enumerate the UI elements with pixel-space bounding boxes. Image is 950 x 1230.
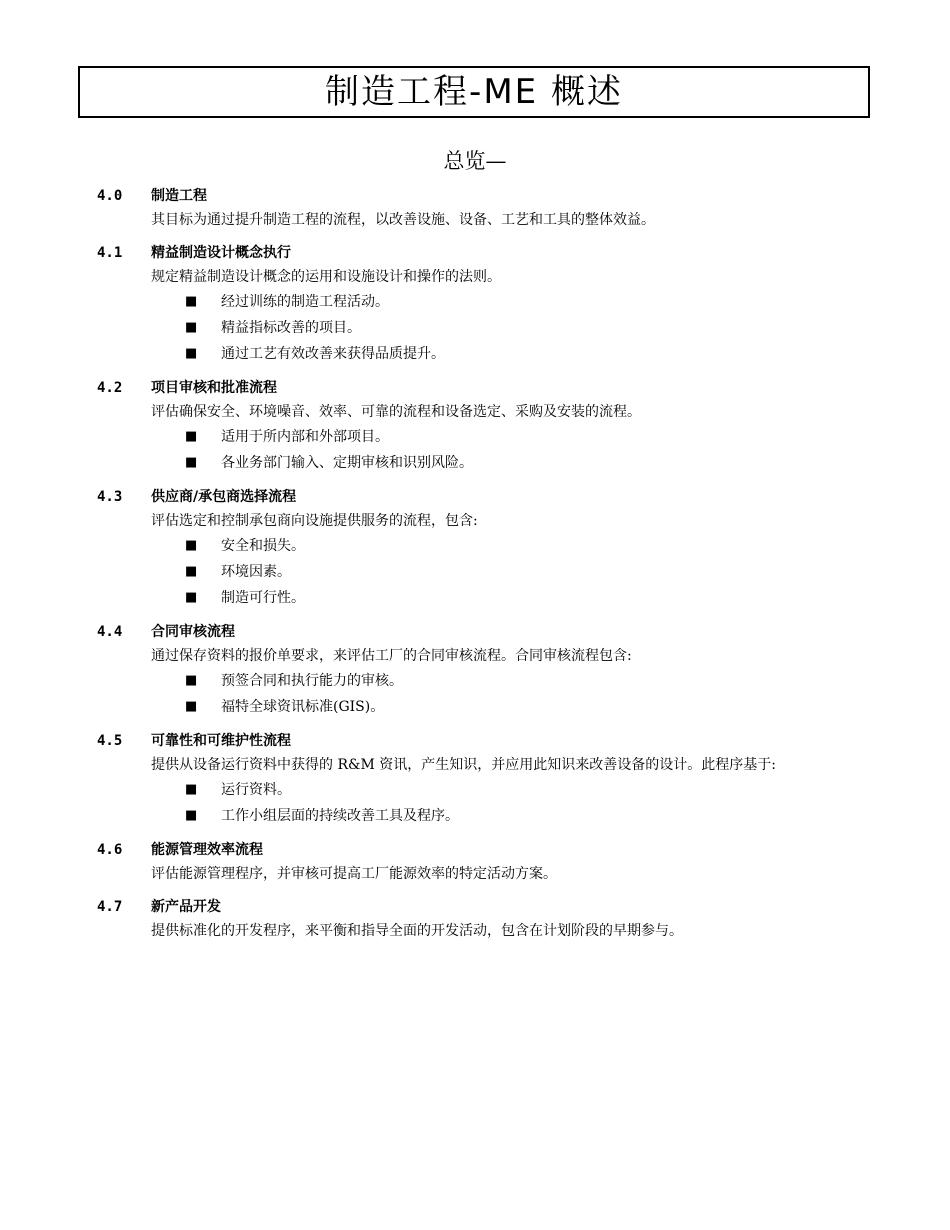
bullet-item bbox=[97, 777, 867, 803]
square-bullet-icon: ■ bbox=[185, 346, 198, 361]
bullet-item bbox=[97, 585, 867, 611]
square-bullet-icon: ■ bbox=[185, 782, 198, 797]
section-number: 4.7 bbox=[97, 899, 123, 915]
square-bullet-icon: ■ bbox=[185, 538, 198, 553]
square-bullet-icon: ■ bbox=[185, 294, 198, 309]
section-header bbox=[97, 729, 867, 753]
bullet-list bbox=[97, 289, 867, 367]
bullet-text: 运行资料。 bbox=[221, 782, 291, 798]
section-number: 4.5 bbox=[97, 733, 123, 749]
bullet-item bbox=[97, 341, 867, 367]
section-header bbox=[97, 838, 867, 862]
section-description: 评估能源管理程序，并审核可提高工厂能源效率的特定活动方案。 bbox=[151, 866, 557, 882]
section-item bbox=[97, 729, 867, 829]
bullet-item bbox=[97, 668, 867, 694]
section-title: 合同审核流程 bbox=[151, 624, 235, 640]
section-number: 4.0 bbox=[97, 188, 123, 204]
section-number: 4.6 bbox=[97, 842, 123, 858]
bullet-item bbox=[97, 424, 867, 450]
section-description: 评估确保安全、环境噪音、效率、可靠的流程和设备选定、采购及安装的流程。 bbox=[151, 404, 641, 420]
square-bullet-icon: ■ bbox=[185, 590, 198, 605]
section-header bbox=[97, 620, 867, 644]
bullet-list bbox=[97, 533, 867, 611]
section-header bbox=[97, 895, 867, 919]
section-title: 项目审核和批准流程 bbox=[151, 380, 277, 396]
section-header bbox=[97, 376, 867, 400]
section-description: 规定精益制造设计概念的运用和设施设计和操作的法则。 bbox=[151, 269, 501, 285]
section-description: 评估选定和控制承包商向设施提供服务的流程，包含: bbox=[151, 513, 478, 529]
bullet-text: 精益指标改善的项目。 bbox=[221, 320, 361, 336]
bullet-text: 适用于所内部和外部项目。 bbox=[221, 429, 389, 445]
section-number: 4.3 bbox=[97, 489, 123, 505]
square-bullet-icon: ■ bbox=[185, 320, 198, 335]
bullet-item bbox=[97, 450, 867, 476]
bullet-list bbox=[97, 424, 867, 476]
bullet-text: 各业务部门输入、定期审核和识别风险。 bbox=[221, 455, 473, 471]
bullet-item bbox=[97, 315, 867, 341]
section-title: 能源管理效率流程 bbox=[151, 842, 263, 858]
section-item bbox=[97, 838, 867, 886]
bullet-text: 预签合同和执行能力的审核。 bbox=[221, 673, 403, 689]
bullet-list bbox=[97, 668, 867, 720]
bullet-item bbox=[97, 803, 867, 829]
square-bullet-icon: ■ bbox=[185, 429, 198, 444]
section-description: 提供标准化的开发程序，来平衡和指导全面的开发活动，包含在计划阶段的早期参与。 bbox=[151, 923, 683, 939]
section-description: 提供从设备运行资料中获得的 R&M 资讯，产生知识，并应用此知识来改善设备的设计。此程序基于: bbox=[151, 757, 776, 773]
section-item bbox=[97, 376, 867, 476]
bullet-text: 环境因素。 bbox=[221, 564, 291, 580]
section-item bbox=[97, 184, 867, 232]
square-bullet-icon: ■ bbox=[185, 808, 198, 823]
section-title: 精益制造设计概念执行 bbox=[151, 245, 291, 261]
section-item bbox=[97, 895, 867, 943]
bullet-text: 经过训练的制造工程活动。 bbox=[221, 294, 389, 310]
section-title: 制造工程 bbox=[151, 188, 207, 204]
section-title: 供应商/承包商选择流程 bbox=[151, 489, 297, 505]
section-description: 其目标为通过提升制造工程的流程，以改善设施、设备、工艺和工具的整体效益。 bbox=[151, 212, 655, 228]
bullet-list bbox=[97, 777, 867, 829]
section-item bbox=[97, 485, 867, 611]
section-number: 4.2 bbox=[97, 380, 123, 396]
bullet-text: 福特全球资讯标准(GIS)。 bbox=[221, 699, 385, 715]
section-description: 通过保存资料的报价单要求，来评估工厂的合同审核流程。合同审核流程包含: bbox=[151, 648, 632, 664]
bullet-item bbox=[97, 694, 867, 720]
section-title: 新产品开发 bbox=[151, 899, 221, 915]
bullet-item bbox=[97, 289, 867, 315]
section-header bbox=[97, 184, 867, 208]
bullet-item bbox=[97, 559, 867, 585]
document-title: 制造工程-ME 概述 bbox=[325, 72, 623, 112]
square-bullet-icon: ■ bbox=[185, 564, 198, 579]
section-number: 4.1 bbox=[97, 245, 123, 261]
overview-heading: 总览— bbox=[443, 149, 507, 173]
section-list bbox=[97, 184, 867, 952]
square-bullet-icon: ■ bbox=[185, 455, 198, 470]
square-bullet-icon: ■ bbox=[185, 673, 198, 688]
section-item bbox=[97, 620, 867, 720]
bullet-text: 安全和损失。 bbox=[221, 538, 305, 554]
bullet-item bbox=[97, 533, 867, 559]
section-title: 可靠性和可维护性流程 bbox=[151, 733, 291, 749]
section-header bbox=[97, 241, 867, 265]
bullet-text: 制造可行性。 bbox=[221, 590, 305, 606]
square-bullet-icon: ■ bbox=[185, 699, 198, 714]
section-number: 4.4 bbox=[97, 624, 123, 640]
bullet-text: 工作小组层面的持续改善工具及程序。 bbox=[221, 808, 459, 824]
section-header bbox=[97, 485, 867, 509]
bullet-text: 通过工艺有效改善来获得品质提升。 bbox=[221, 346, 445, 362]
title-box bbox=[78, 66, 870, 118]
section-item bbox=[97, 241, 867, 367]
